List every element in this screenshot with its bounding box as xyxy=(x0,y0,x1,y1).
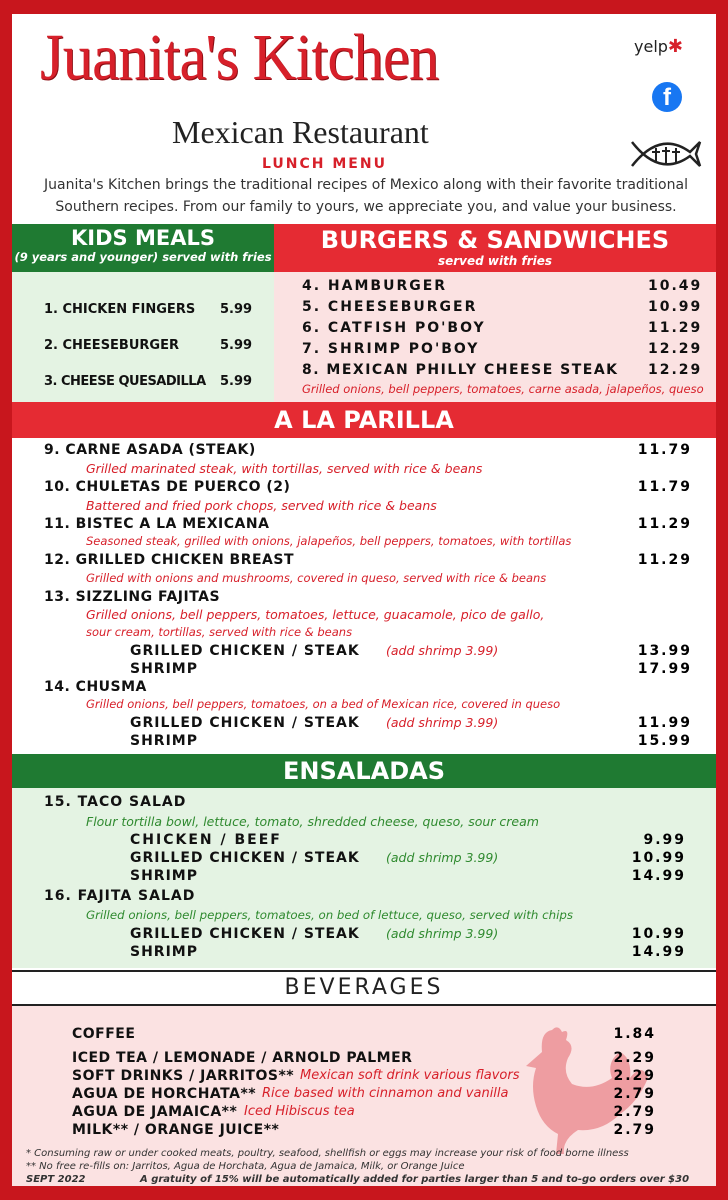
burgers-header xyxy=(274,224,716,272)
burger-item-label: 7. SHRIMP PO'BOY xyxy=(302,341,480,357)
beverage-label: ICED TEA / LEMONADE / ARNOLD PALMER xyxy=(72,1050,413,1066)
beverage-price: 2.79 xyxy=(613,1122,656,1138)
beverage-label: AGUA DE HORCHATA** xyxy=(72,1086,257,1102)
beverage-price: 2.79 xyxy=(613,1104,656,1120)
salad-option-note: (add shrimp 3.99) xyxy=(386,850,499,865)
burgers-list xyxy=(274,272,716,414)
beverage-label: SOFT DRINKS / JARRITOS** xyxy=(72,1068,295,1084)
parilla-item-desc: Seasoned steak, grilled with onions, jalapeños, bell peppers, tomatoes, with tortillas xyxy=(86,534,572,548)
parilla-option-price: 15.99 xyxy=(637,733,692,749)
beverage-price: 2.79 xyxy=(613,1086,656,1102)
parilla-option: GRILLED CHICKEN / STEAK xyxy=(130,715,360,731)
beverages-header: BEVERAGES xyxy=(12,970,716,1006)
salad-option: GRILLED CHICKEN / STEAK xyxy=(130,850,360,866)
footnote-refills: ** No free re-fills on: Jarritos, Agua de Horchata, Agua de Jamaica, Milk, or Orange Juice xyxy=(26,1161,465,1172)
facebook-icon[interactable]: f xyxy=(652,82,682,112)
ensaladas-header: ENSALADAS xyxy=(12,754,716,788)
kids-item-price: 5.99 xyxy=(220,374,253,389)
salad-item-label: 15. TACO SALAD xyxy=(44,794,187,810)
burger-item-price: 11.29 xyxy=(648,320,703,336)
burger-item-price: 10.49 xyxy=(648,278,703,294)
parilla-item-label: 11. BISTEC A LA MEXICANA xyxy=(44,516,270,532)
gratuity-note: A gratuity of 15% will be automatically added for parties larger than 5 and to-go orders over $30 xyxy=(140,1174,690,1185)
parilla-item-price: 11.79 xyxy=(637,442,692,458)
parilla-item-desc-2: sour cream, tortillas, served with rice & beans xyxy=(86,625,353,639)
parilla-item-label: 14. CHUSMA xyxy=(44,679,147,695)
salad-item-desc: Flour tortilla bowl, lettuce, tomato, shredded cheese, queso, sour cream xyxy=(86,814,539,829)
beverage-note: Iced Hibiscus tea xyxy=(244,1104,355,1119)
burgers-subtitle: served with fries xyxy=(437,254,553,268)
burger-item-label: 5. CHEESEBURGER xyxy=(302,299,478,315)
restaurant-subtitle: Mexican Restaurant xyxy=(172,114,429,150)
beverage-price: 2.29 xyxy=(613,1068,656,1084)
parilla-option-price: 13.99 xyxy=(637,643,692,659)
yelp-wordmark: yelp xyxy=(634,37,668,56)
parilla-item-label: 13. SIZZLING FAJITAS xyxy=(44,589,221,605)
parilla-option: SHRIMP xyxy=(130,733,198,749)
parilla-item-desc: Battered and fried pork chops, served with rice & beans xyxy=(86,498,437,513)
salad-option-price: 10.99 xyxy=(631,926,686,942)
burger-item-price: 12.29 xyxy=(648,362,703,378)
yelp-icon[interactable] xyxy=(634,36,683,57)
salad-item-desc: Grilled onions, bell peppers, tomatoes, on bed of lettuce, queso, served with chips xyxy=(86,908,573,922)
parilla-option-price: 17.99 xyxy=(637,661,692,677)
parilla-option: SHRIMP xyxy=(130,661,198,677)
beverage-label: AGUA DE JAMAICA** xyxy=(72,1104,238,1120)
salad-option-price: 14.99 xyxy=(631,868,686,884)
salad-item-label: 16. FAJITA SALAD xyxy=(44,888,196,904)
menu-label: LUNCH MENU xyxy=(262,156,387,172)
parilla-item-desc: Grilled with onions and mushrooms, covered in queso, served with rice & beans xyxy=(86,571,547,585)
christian-fish-icon xyxy=(630,136,702,172)
parilla-item-price: 11.79 xyxy=(637,479,692,495)
salad-option: GRILLED CHICKEN / STEAK xyxy=(130,926,360,942)
beverage-price: 2.29 xyxy=(613,1050,656,1066)
parilla-option: GRILLED CHICKEN / STEAK xyxy=(130,643,360,659)
parilla-header: A LA PARILLA xyxy=(12,402,716,438)
parilla-item-desc: Grilled onions, bell peppers, tomatoes, lettuce, guacamole, pico de gallo, xyxy=(86,607,545,622)
intro-text: Juanita's Kitchen brings the traditional recipes of Mexico along with their favorite traditional Southern recipes. From our family to yours, we appreciate you, and value your business. xyxy=(44,177,688,215)
ensaladas-list xyxy=(12,788,716,968)
kids-meals-header xyxy=(12,224,274,272)
beverage-label: COFFEE xyxy=(72,1026,136,1042)
kids-item-label: 2. CHEESEBURGER xyxy=(44,338,179,353)
salad-option: SHRIMP xyxy=(130,944,198,960)
salad-option: SHRIMP xyxy=(130,868,198,884)
salad-option-price: 9.99 xyxy=(643,832,686,848)
parilla-item-label: 10. CHULETAS DE PUERCO (2) xyxy=(44,479,291,495)
kids-item-label: 3. CHEESE QUESADILLA xyxy=(44,374,206,389)
restaurant-title: Juanita's Kitchen xyxy=(40,21,439,94)
burger-item-label: 4. HAMBURGER xyxy=(302,278,448,294)
yelp-burst-icon: ✱ xyxy=(667,36,684,57)
menu-page xyxy=(12,14,716,1186)
parilla-item-price: 11.29 xyxy=(637,552,692,568)
parilla-option-price: 11.99 xyxy=(637,715,692,731)
kids-meals-title: KIDS MEALS xyxy=(71,226,215,250)
beverages-list xyxy=(12,1006,716,1186)
salad-option-price: 14.99 xyxy=(631,944,686,960)
parilla-item-desc: Grilled onions, bell peppers, tomatoes, on a bed of Mexican rice, covered in queso xyxy=(86,697,561,711)
kids-item-label: 1. CHICKEN FINGERS xyxy=(44,302,196,317)
menu-date: SEPT 2022 xyxy=(26,1174,86,1185)
burgers-title: BURGERS & SANDWICHES xyxy=(320,226,670,254)
parilla-item-price: 11.29 xyxy=(637,516,692,532)
kids-item-price: 5.99 xyxy=(220,338,253,353)
beverage-note: Mexican soft drink various flavors xyxy=(300,1068,520,1083)
beverage-label: MILK** / ORANGE JUICE** xyxy=(72,1122,280,1138)
parilla-item-desc: Grilled marinated steak, with tortillas, served with rice & beans xyxy=(86,461,483,476)
kids-meals-subtitle: (9 years and younger) served with fries xyxy=(14,250,272,264)
burger-item-price: 12.29 xyxy=(648,341,703,357)
burger-item-label: 6. CATFISH PO'BOY xyxy=(302,320,486,336)
kids-item-price: 5.99 xyxy=(220,302,253,317)
beverage-price: 1.84 xyxy=(613,1026,656,1042)
burger-note: Grilled onions, bell peppers, tomatoes, carne asada, jalapeños, queso xyxy=(302,382,704,396)
salad-option: CHICKEN / BEEF xyxy=(130,832,282,848)
kids-meals-list xyxy=(12,272,274,414)
salad-option-note: (add shrimp 3.99) xyxy=(386,926,499,941)
parilla-option-note: (add shrimp 3.99) xyxy=(386,643,499,658)
footnote-food-safety: * Consuming raw or under cooked meats, poultry, seafood, shellfish or eggs may increase your risk of food borne illness xyxy=(26,1148,629,1159)
burger-item-price: 10.99 xyxy=(648,299,703,315)
parilla-item-label: 9. CARNE ASADA (STEAK) xyxy=(44,442,256,458)
salad-option-price: 10.99 xyxy=(631,850,686,866)
parilla-item-label: 12. GRILLED CHICKEN BREAST xyxy=(44,552,295,568)
burger-item-label: 8. MEXICAN PHILLY CHEESE STEAK xyxy=(302,362,619,378)
beverage-note: Rice based with cinnamon and vanilla xyxy=(262,1086,509,1101)
parilla-option-note: (add shrimp 3.99) xyxy=(386,715,499,730)
